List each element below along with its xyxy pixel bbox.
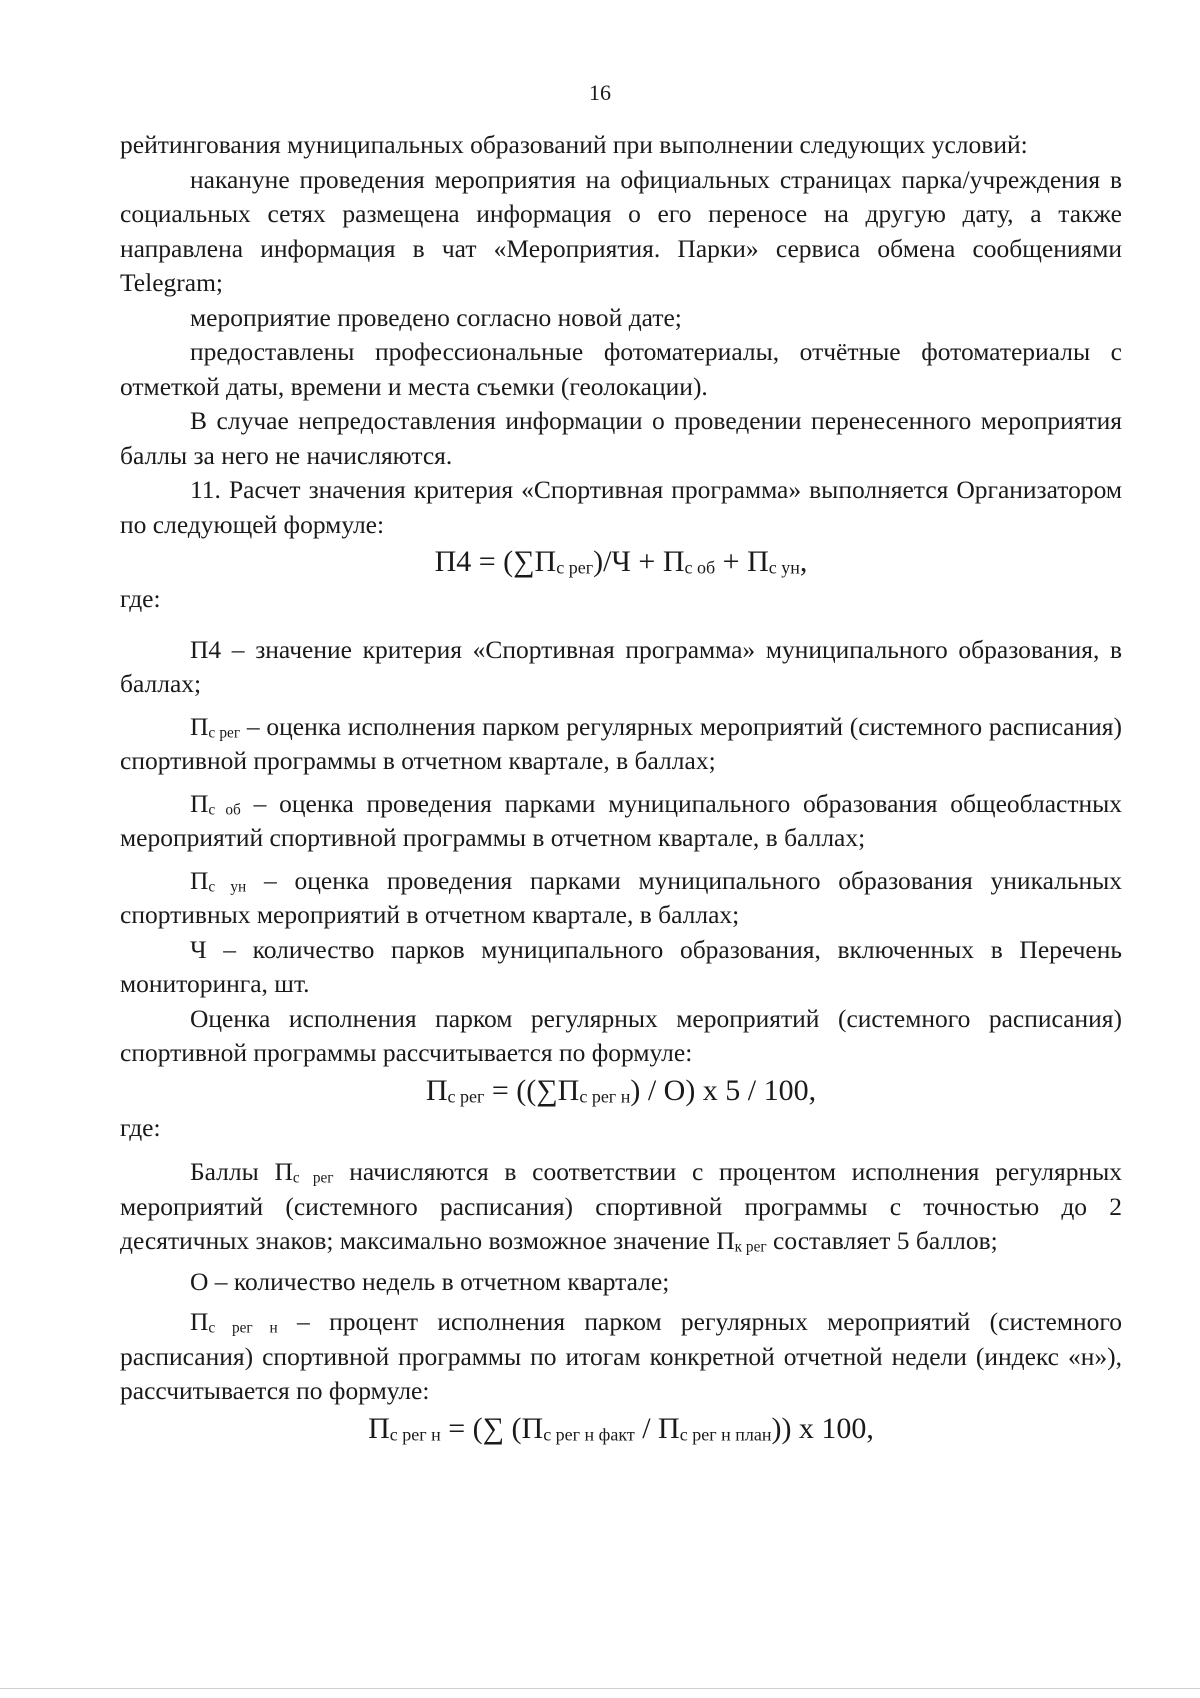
condition-new-date: мероприятие проведено согласно новой дате; (190, 302, 682, 332)
paragraph-item-11: 11. Расчет значения критерия «Спортивная программа» выполняется Организатором по следующей формуле: (120, 475, 1122, 539)
definition-points: Баллы $П_{с рег}$ начисляются в соответствии с процентом исполнения регулярных мероприятий (системного расписания) спортивной программы с точностью до 2 десятичных знаков; максимально возможное значение $П_{к рег}$ составляет 5 баллов; (120, 1157, 1123, 1256)
definition-p-ob: $П_{с об}$ – оценка проведения парками муниципального образования общеобластных мероприятий спортивной программы в отчетном квартале, в баллах; (120, 788, 1123, 852)
formula-p4: $П4 = (\sum П_{с рег})/Ч + П_{с об} + П_{с ун}$, (434, 545, 808, 578)
formula-p-reg: $П_{с рег} = ((\sum П_{с рег н}) / О)$ х 5 / 100, (425, 1073, 817, 1107)
paragraph-continuation: рейтингования муниципальных образований при выполнении следующих условий: (120, 130, 1028, 159)
definition-p-reg: $П_{с рег}$ – оценка исполнения парком регулярных мероприятий (системного расписания) спортивной программы в отчетном квартале, в баллах; (120, 711, 1122, 775)
definition-p-un: $П_{с ун}$ – оценка проведения парками муниципального образования уникальных спортивных мероприятий в отчетном квартале, в баллах; (120, 865, 1122, 929)
scan-bottom-edge (0, 1688, 1200, 1689)
page-number: 16 (589, 80, 611, 105)
definition-p4: П4 – значение критерия «Спортивная программа» муниципального образования, в баллах; (120, 634, 1122, 698)
definition-ch: Ч – количество парков муниципального образования, включенных в Перечень мониторинга, шт. (120, 934, 1122, 998)
condition-photos: предоставлены профессиональные фотоматериалы, отчётные фотоматериалы с отметкой даты, времени и места съемки (геолокации). (120, 337, 1122, 401)
where-label-1: где: (120, 584, 161, 613)
paragraph-regular-score: Оценка исполнения парком регулярных мероприятий (системного расписания) спортивной программы рассчитывается по формуле: (120, 1003, 1122, 1067)
formula-p-reg-n: $П_{с рег н}$ = (∑ $(П_{с рег н факт} / П_{с рег н план})$) х 100, (368, 1411, 874, 1445)
condition-announce: накануне проведения мероприятия на официальных страницах парка/учреждения в социальных сетях размещена информация о его переносе на другую дату, а также направлена информация в чат «Мероприятия. Парки» сервиса обмена сообщениями Telegram; (120, 164, 1122, 297)
definition-o: О – количество недель в отчетном квартале; (190, 1266, 670, 1296)
page-body (120, 128, 1122, 1449)
paragraph-no-info: В случае непредоставления информации о проведении перенесенного мероприятия баллы за него не начисляются. (120, 406, 1122, 470)
where-label-2: где: (120, 1112, 161, 1142)
definition-p-reg-n: $П_{с рег н}$ – процент исполнения парком регулярных мероприятий (системного расписания) спортивной программы по итогам конкретной отчетной недели (индекс «н»), рассчитывается по формуле: (120, 1307, 1122, 1405)
